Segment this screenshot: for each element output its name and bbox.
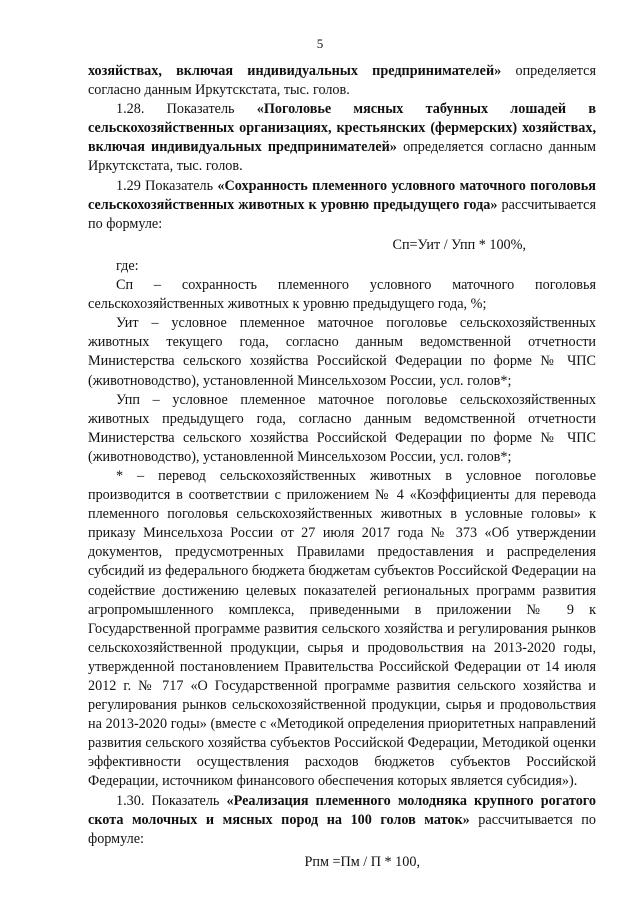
indicator-title: «Сохранность племенного условного маточного поголовья сельскохозяйственных животных к уровню предыдущего года» bbox=[88, 177, 596, 213]
document-body bbox=[88, 62, 596, 872]
where-label: где: bbox=[116, 257, 139, 274]
paragraph-text: рассчитывается по формуле: bbox=[88, 196, 596, 232]
definition-cp: Сп – сохранность племенного условного маточного поголовья сельскохозяйственных животных к уровню предыдущего года, %; bbox=[88, 277, 596, 313]
definition-upp: Упп – условное племенное маточное поголовье сельскохозяйственных животных предыдущего года, согласно данным ведомственной отчетности Министерства сельского хозяйства Российской Федерации по форме № ЧПС (животноводство), установленной Минсельхозом России, усл. голов*; bbox=[88, 391, 596, 465]
paragraph-1-30 bbox=[88, 792, 596, 849]
indicator-title: «Реализация племенного молодняка крупного рогатого скота молочных и мясных пород на 100 голов маток» bbox=[88, 792, 596, 828]
paragraph-text: определяется согласно данным Иркутскстата, тыс. голов. bbox=[88, 139, 596, 175]
footnote: * – перевод сельскохозяйственных животных в условное поголовье производится в соответствии с приложением № 4 «Коэффициенты для перевода племенного поголовья сельскохозяйственных животных в условные головы» к приказу Минсельхоза России от 27 июля 2017 года № 373 «Об утверждении документов, предусмотренных Правилами предоставления и распределения субсидий из федерального бюджета бюджетам субъектов Российской Федерации на содействие достижению целевых показателей региональных программ развития агропромышленного комплекса, приведенными в приложении № 9 к Государственной программе развития сельского хозяйства и регулирования рынков сельскохозяйственной продукции, сырья и продовольствия на 2013-2020 годы, утвержденной постановлением Правительства Российской Федерации от 14 июля 2012 г. № 717 «О Государственной программе развития сельского хозяйства и регулирования рынков сельскохозяйственной продукции, сырья и продовольствия на 2013-2020 годы» (вместе с «Методикой определения приоритетных направлений развития сельского хозяйства субъектов Российской Федерации, Методикой оценки эффективности осуществления расходов бюджетов субъектов Российской Федерации, источником финансового обеспечения которых является субсидия»). bbox=[88, 467, 596, 790]
paragraph-text: рассчитывается по формуле: bbox=[88, 811, 596, 847]
paragraph-1-29 bbox=[88, 177, 596, 234]
paragraph-intro: 1.30. Показатель bbox=[116, 792, 227, 809]
indicator-title: «Поголовье мясных табунных лошадей в сельскохозяйственных организациях, крестьянских (фермерских) хозяйствах, включая индивидуальных предпринимателей» bbox=[88, 101, 596, 156]
paragraph-text: определяется согласно данным Иркутскстата, тыс. голов. bbox=[88, 63, 596, 99]
bold-text: хозяйствах, включая индивидуальных предпринимателей» bbox=[88, 63, 502, 79]
page-number: 5 bbox=[316, 36, 324, 51]
formula-preservation: Сп=Уит / Упп * 100%, bbox=[392, 236, 526, 253]
definition-uit: Уит – условное племенное маточное поголовье сельскохозяйственных животных текущего года, согласно данным ведомственной отчетности Министерства сельского хозяйства Российской Федерации по форме № ЧПС (животноводство), установленной Минсельхозом России, усл. голов*; bbox=[88, 315, 596, 389]
paragraph-1-28 bbox=[88, 100, 596, 176]
paragraph-intro: 1.29 Показатель bbox=[116, 177, 218, 194]
paragraph-continuation bbox=[88, 62, 596, 100]
formula-sales: Рпм =Пм / П * 100, bbox=[304, 853, 420, 870]
paragraph-intro: 1.28. Показатель bbox=[116, 101, 257, 118]
